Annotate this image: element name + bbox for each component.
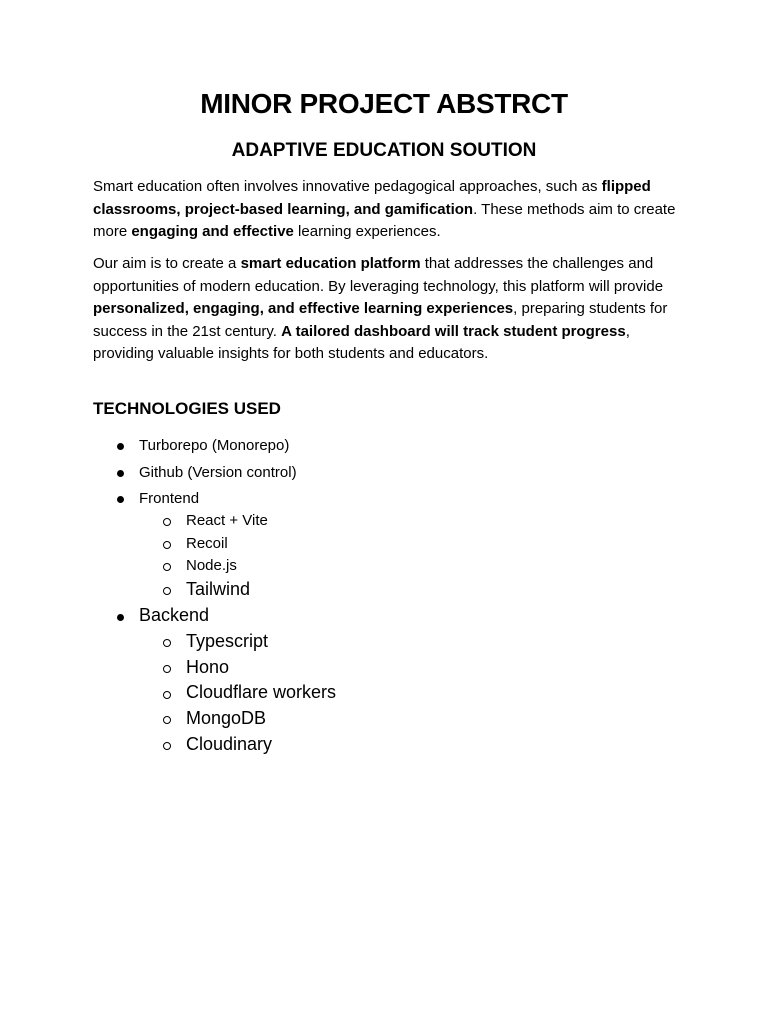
circle-bullet-icon [163, 639, 171, 647]
bold-text-run: engaging and effective [131, 223, 294, 240]
sub-item-recoil: Recoil [186, 535, 228, 552]
bold-text-run: personalized, engaging, and effective learning experiences [93, 300, 514, 317]
circle-bullet-icon [163, 563, 171, 571]
text-run: that addresses the challenges and opportunities of modern education. By leveraging technology, this platform will provide [93, 255, 664, 295]
technologies-heading: TECHNOLOGIES USED [93, 399, 281, 418]
list-item-frontend: Frontend [139, 490, 200, 507]
text-run: , providing valuable insights for both students and educators. [93, 322, 630, 362]
text-run: . These methods aim to create more [93, 200, 676, 240]
list-item-github: Github (Version control) [139, 464, 297, 481]
circle-bullet-icon [163, 716, 171, 724]
circle-bullet-icon [163, 518, 171, 526]
sub-item-tailwind: Tailwind [186, 579, 251, 599]
bold-text-run: A tailored dashboard will track student progress [281, 322, 626, 340]
list-item-backend: Backend [139, 605, 210, 625]
circle-bullet-icon [163, 541, 171, 549]
text-run: Smart education often involves innovative pedagogical approaches, such as [93, 178, 602, 195]
aim-paragraph [93, 253, 693, 366]
text-run: , preparing students for success in the 21st century. [93, 300, 668, 340]
text-run: learning experiences. [293, 223, 441, 240]
bullet-icon [117, 496, 124, 503]
text-run: Our aim is to create a [93, 255, 241, 272]
sub-item-mongodb: MongoDB [186, 708, 267, 728]
bullet-icon [117, 470, 124, 477]
circle-bullet-icon [163, 587, 171, 595]
sub-item-typescript: Typescript [186, 631, 269, 651]
circle-bullet-icon [163, 665, 171, 673]
sub-item-cloudflare-workers: Cloudflare workers [186, 682, 337, 702]
sub-item-hono: Hono [186, 657, 230, 677]
sub-item-nodejs: Node.js [186, 557, 237, 574]
bold-text-run: flipped classrooms, project-based learning, and gamification [93, 178, 651, 218]
list-item-turborepo: Turborepo (Monorepo) [139, 437, 290, 454]
document-title: MINOR PROJECT ABSTRCT [200, 88, 568, 119]
document-subtitle: ADAPTIVE EDUCATION SOUTION [231, 140, 537, 161]
sub-item-react-vite: React + Vite [186, 512, 268, 529]
circle-bullet-icon [163, 742, 171, 750]
bullet-icon [117, 614, 124, 621]
sub-item-cloudinary: Cloudinary [186, 734, 273, 754]
bullet-icon [117, 443, 124, 450]
circle-bullet-icon [163, 691, 171, 699]
intro-paragraph [93, 176, 693, 244]
bold-text-run: smart education platform [240, 255, 421, 272]
